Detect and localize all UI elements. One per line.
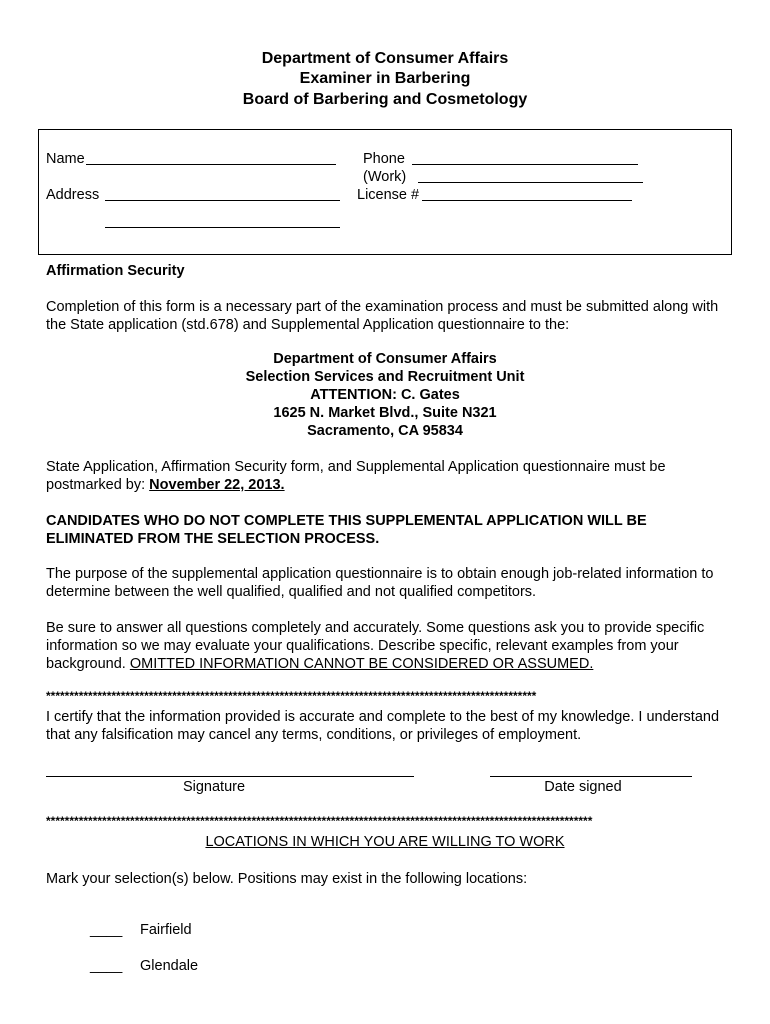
work-phone-field[interactable]	[418, 182, 643, 183]
separator-stars-2: *********************************************************************************************************************	[46, 815, 593, 827]
location-checkbox-blank[interactable]: ____	[90, 922, 123, 938]
signature-label: Signature	[182, 779, 246, 795]
phone-label: Phone	[363, 151, 405, 167]
license-label: License #	[357, 187, 420, 203]
header-department: Department of Consumer Affairs	[261, 50, 509, 67]
location-label: Glendale	[140, 958, 199, 974]
location-checkbox-blank[interactable]: ____	[90, 958, 123, 974]
instructions-paragraph	[46, 619, 736, 673]
address-line-5: Sacramento, CA 95834	[307, 423, 463, 439]
intro-paragraph: Completion of this form is a necessary part of the examination process and must be submitted along with the State application (std.678) and Supplemental Application questionnaire to the:	[46, 299, 719, 333]
license-field[interactable]	[422, 200, 632, 201]
location-label: Fairfield	[140, 922, 192, 938]
postmark-date: November 22, 2013.	[149, 477, 285, 493]
separator-stars-1: *********************************************************************************************************	[46, 690, 537, 702]
address-line-2: Selection Services and Recruitment Unit	[245, 369, 525, 385]
date-signed-line[interactable]	[490, 776, 692, 777]
instructions-text: Be sure to answer all questions completely and accurately. Some questions ask you to provide specific information so we may evaluate your qualifications. Describe specific, relevant examples from your background.	[46, 620, 705, 672]
header-exam-title: Examiner in Barbering	[299, 70, 471, 87]
address-line-4: 1625 N. Market Blvd., Suite N321	[273, 405, 497, 421]
phone-field[interactable]	[412, 164, 638, 165]
address-line-3: ATTENTION: C. Gates	[310, 387, 460, 403]
warning-paragraph: CANDIDATES WHO DO NOT COMPLETE THIS SUPPLEMENTAL APPLICATION WILL BE ELIMINATED FROM THE SELECTION PROCESS.	[46, 513, 647, 547]
date-signed-label: Date signed	[544, 779, 622, 795]
address-field-line2[interactable]	[105, 227, 340, 228]
address-label: Address	[46, 187, 100, 203]
name-label: Name	[46, 151, 85, 167]
instructions-underlined: OMITTED INFORMATION CANNOT BE CONSIDERED OR ASSUMED.	[129, 656, 594, 672]
address-field-line1[interactable]	[105, 200, 340, 201]
certification-paragraph: I certify that the information provided is accurate and complete to the best of my knowledge. I understand that any falsification may cancel any terms, conditions, or privileges of employment.	[46, 709, 720, 743]
purpose-paragraph: The purpose of the supplemental application questionnaire is to obtain enough job-related information to determine between the well qualified, qualified and not qualified competitors.	[46, 566, 714, 600]
locations-heading: LOCATIONS IN WHICH YOU ARE WILLING TO WORK	[205, 834, 565, 850]
address-line-1: Department of Consumer Affairs	[273, 351, 497, 367]
name-field[interactable]	[86, 164, 336, 165]
signature-line[interactable]	[46, 776, 414, 777]
postmark-paragraph	[46, 458, 736, 494]
section-heading: Affirmation Security	[46, 263, 185, 279]
work-phone-label: (Work)	[363, 169, 407, 185]
header-board: Board of Barbering and Cosmetology	[242, 91, 528, 108]
postmark-text: State Application, Affirmation Security form, and Supplemental Application questionnaire must be postmarked by:	[46, 459, 666, 493]
locations-instruction: Mark your selection(s) below. Positions may exist in the following locations:	[46, 871, 528, 887]
